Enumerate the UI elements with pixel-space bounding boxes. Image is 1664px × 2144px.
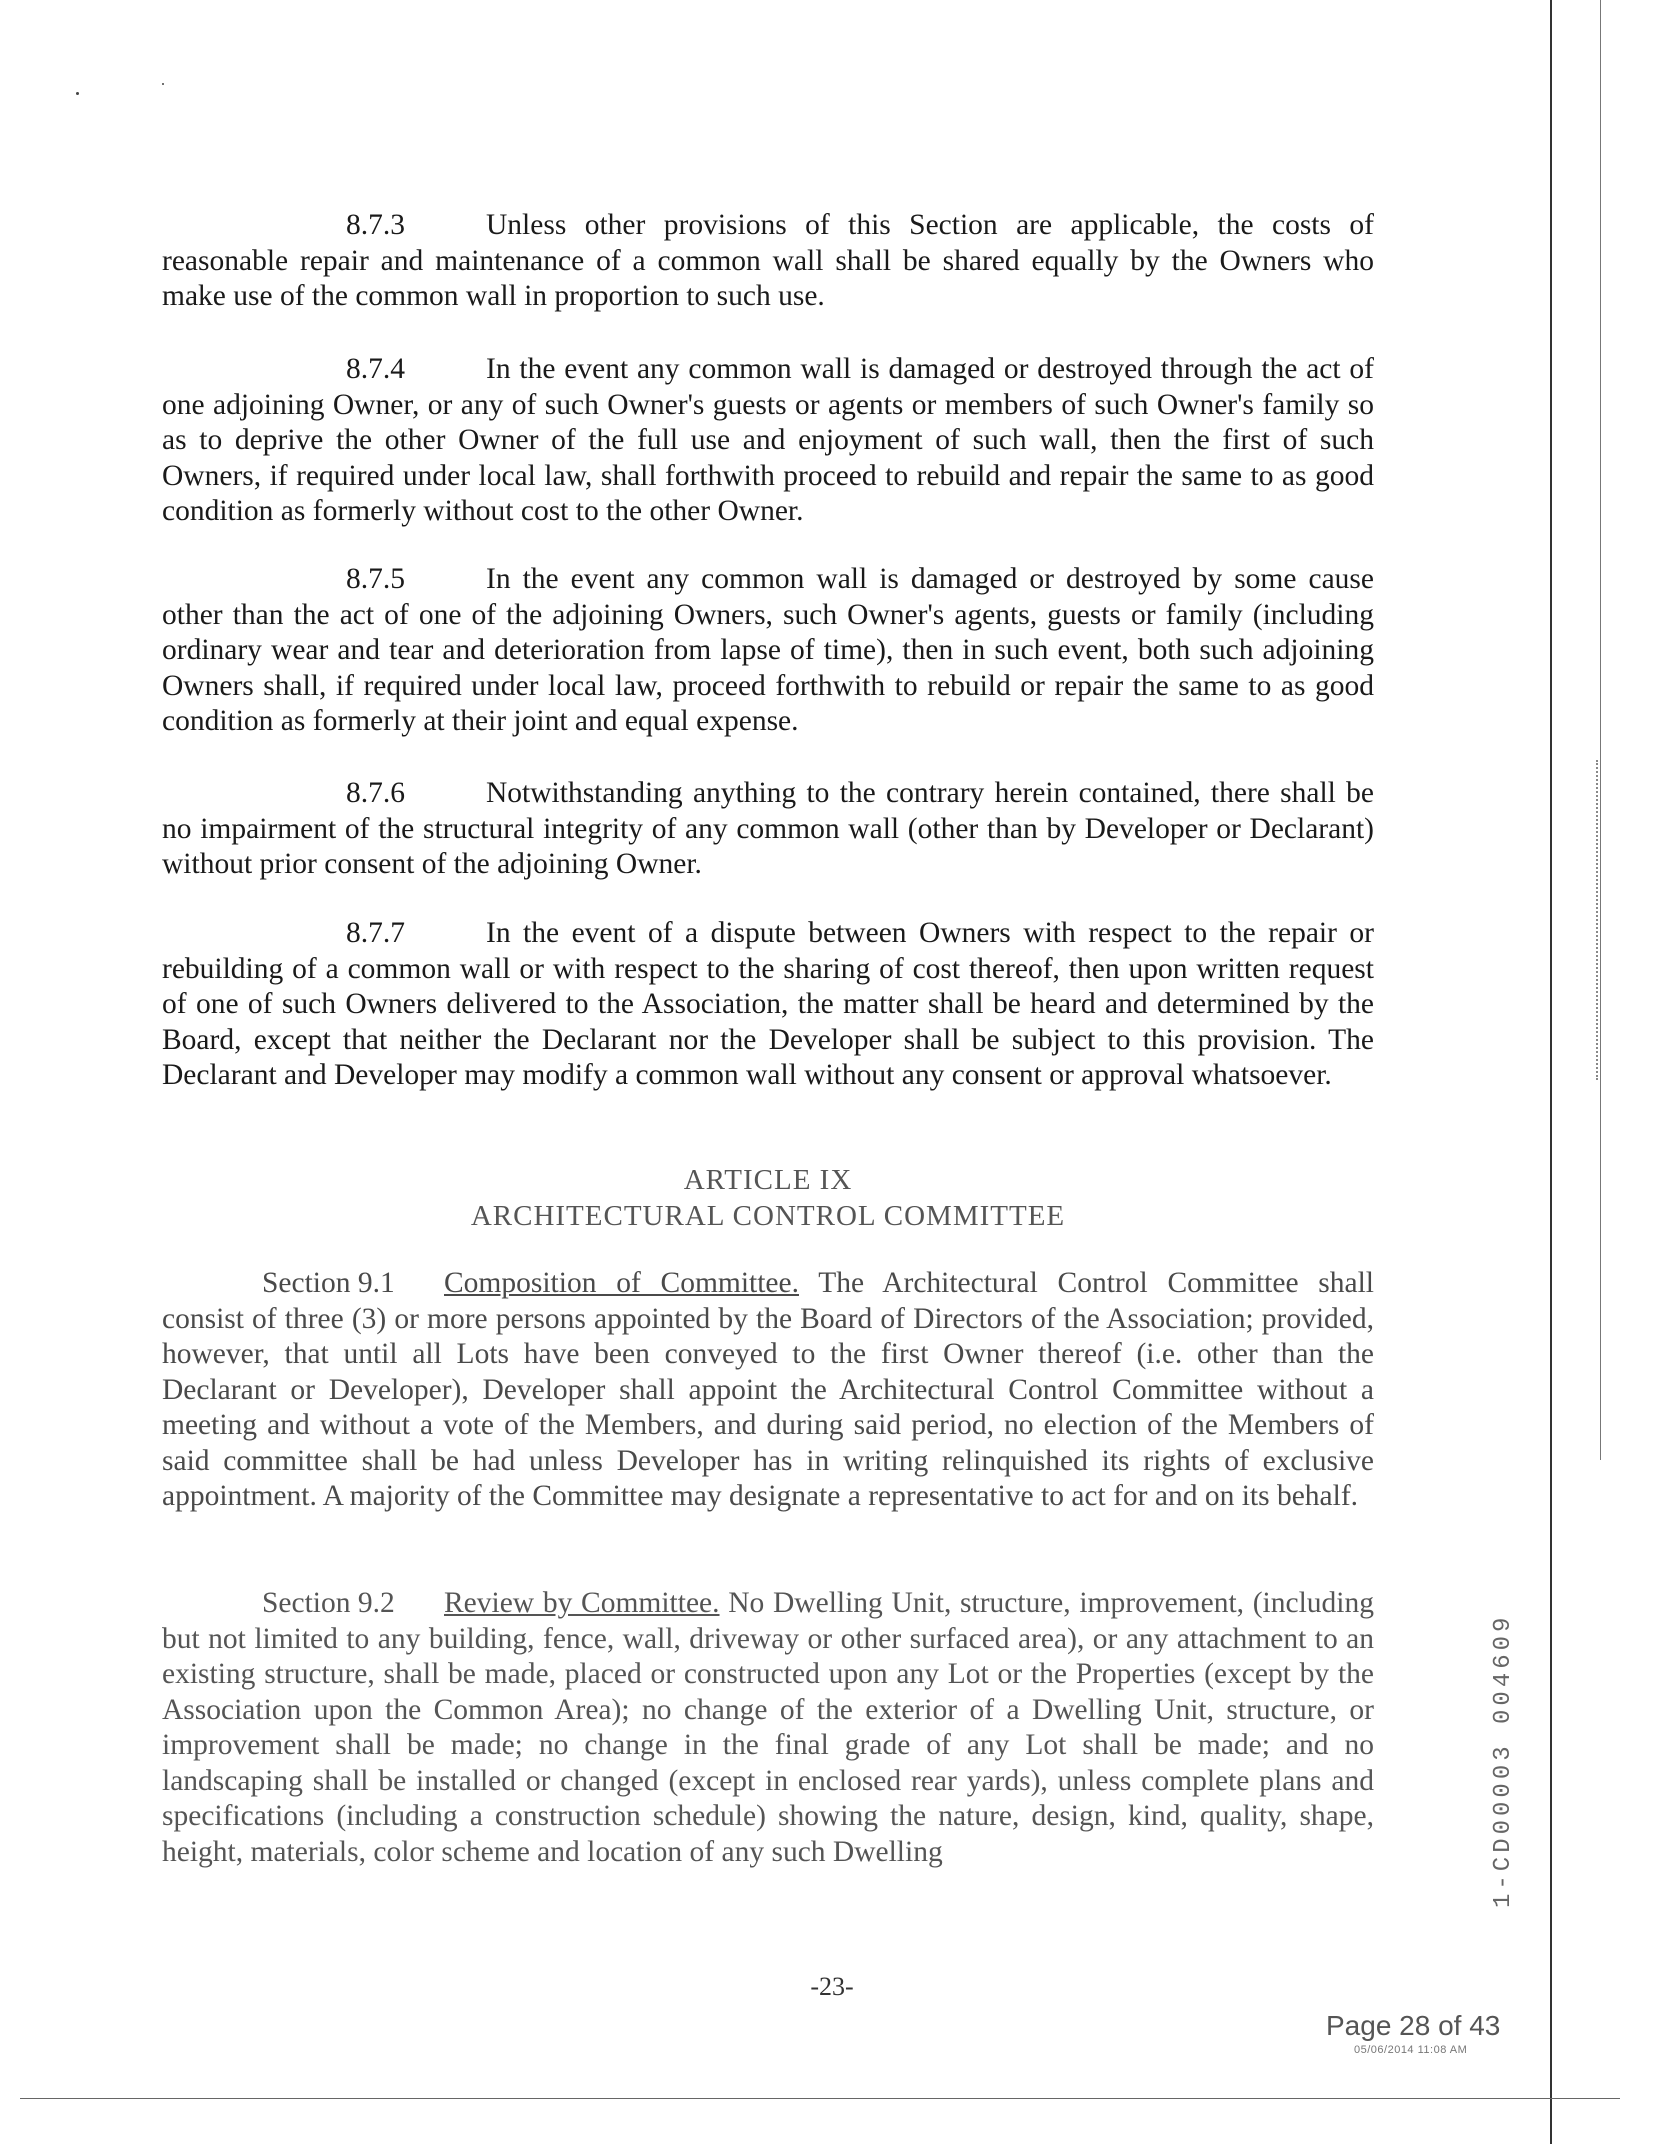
paragraph-number: 8.7.3 [346, 209, 405, 241]
timestamp: 05/06/2014 11:08 AM [1354, 2044, 1468, 2056]
section-text: The Architectural Control Committee shall consist of three (3) or more persons appointed by the Board of Directors of the Association; provided, however, that until all Lots have been conveyed to the first Owner thereof (i.e. other than the Declarant or Developer), Developer shall appoint the Architectural Control Committee without a meeting and without a vote of the Members, and during said period, no election of the Members of said committee shall be had unless Developer has in writing relinquished its rights of exclusive appointment. A majority of the Committee may designate a representative to act for and on its behalf. [162, 1267, 1374, 1512]
paragraph-text: In the event any common wall is damaged or destroyed by some cause other than the act of one of the adjoining Owners, such Owner's agents, guests or family (including ordinary wear and tear and deterioration from lapse of time), then in such event, both such adjoining Owners shall, if required under local law, proceed forthwith to rebuild or repair the same to as good condition as formerly at their joint and equal expense. [162, 563, 1374, 737]
section-title: Composition of Committee. [444, 1267, 799, 1299]
scan-edge-line [1550, 0, 1552, 2144]
paragraph-text: Notwithstanding anything to the contrary herein contained, there shall be no impairment of the structural integrity of any common wall (other than by Developer or Declarant) without prior consent of the adjoining Owner. [162, 777, 1374, 880]
paragraph-8-7-6 [162, 776, 1374, 883]
article-title: ARCHITECTURAL CONTROL COMMITTEE [470, 1200, 1066, 1232]
paragraph-text: In the event any common wall is damaged or destroyed through the act of one adjoining Owner, or any of such Owner's guests or agents or members of such Owner's family so as to deprive the other Owner of the full use and enjoyment of such wall, then the first of such Owners, if required under local law, shall forthwith proceed to rebuild and repair the same to as good condition as formerly without cost to the other Owner. [162, 353, 1374, 527]
scan-speck [76, 92, 79, 95]
article-number: ARTICLE IX [683, 1164, 853, 1196]
paragraph-number: 8.7.4 [346, 353, 405, 385]
scan-edge-line [1600, 0, 1601, 1460]
paragraph-number: 8.7.5 [346, 563, 405, 595]
scan-dotted-line [1596, 760, 1598, 1080]
paragraph-text: Unless other provisions of this Section are applicable, the costs of reasonable repair and maintenance of a common wall shall be shared equally by the Owners who make use of the common wall in proportion to such use. [162, 209, 1374, 312]
section-label: Section 9.2 [262, 1587, 395, 1619]
paragraph-8-7-4 [162, 352, 1374, 530]
page-of-total: Page 28 of 43 [1326, 2010, 1501, 2041]
paragraph-text: In the event of a dispute between Owners with respect to the repair or rebuilding of a common wall or with respect to the sharing of cost thereof, then upon written request of one of such Owners delivered to the Association, the matter shall be heard and determined by the Board, except that neither the Declarant nor the Developer shall be subject to this provision. The Declarant and Developer may modify a common wall without any consent or approval whatsoever. [162, 917, 1374, 1091]
paragraph-8-7-3 [162, 208, 1374, 315]
section-text: No Dwelling Unit, structure, improvement, (including but not limited to any building, fence, wall, driveway or other surfaced area), or any attachment to an existing structure, shall be made, placed or constructed upon any Lot or the Properties (except by the Association upon the Common Area); no change of the exterior of a Dwelling Unit, structure, or improvement shall be made; no change in the final grade of any Lot shall be made; and no landscaping shall be installed or changed (except in enclosed rear yards), unless complete plans and specifications (including a construction schedule) showing the nature, design, kind, quality, shape, height, materials, color scheme and location of any such Dwelling [162, 1587, 1374, 1868]
recording-number: 1-CD00003 004609 [1490, 1613, 1517, 1908]
page-number: -23- [810, 1972, 854, 2001]
section-label: Section 9.1 [262, 1267, 395, 1299]
paragraph-8-7-7 [162, 916, 1374, 1094]
scan-bottom-line [20, 2098, 1620, 2099]
paragraph-number: 8.7.6 [346, 777, 405, 809]
scan-speck [162, 83, 164, 85]
section-9-2 [162, 1586, 1374, 1870]
section-9-1 [162, 1266, 1374, 1515]
section-title: Review by Committee. [444, 1587, 720, 1619]
paragraph-number: 8.7.7 [346, 917, 405, 949]
paragraph-8-7-5 [162, 562, 1374, 740]
article-heading [162, 1162, 1374, 1234]
